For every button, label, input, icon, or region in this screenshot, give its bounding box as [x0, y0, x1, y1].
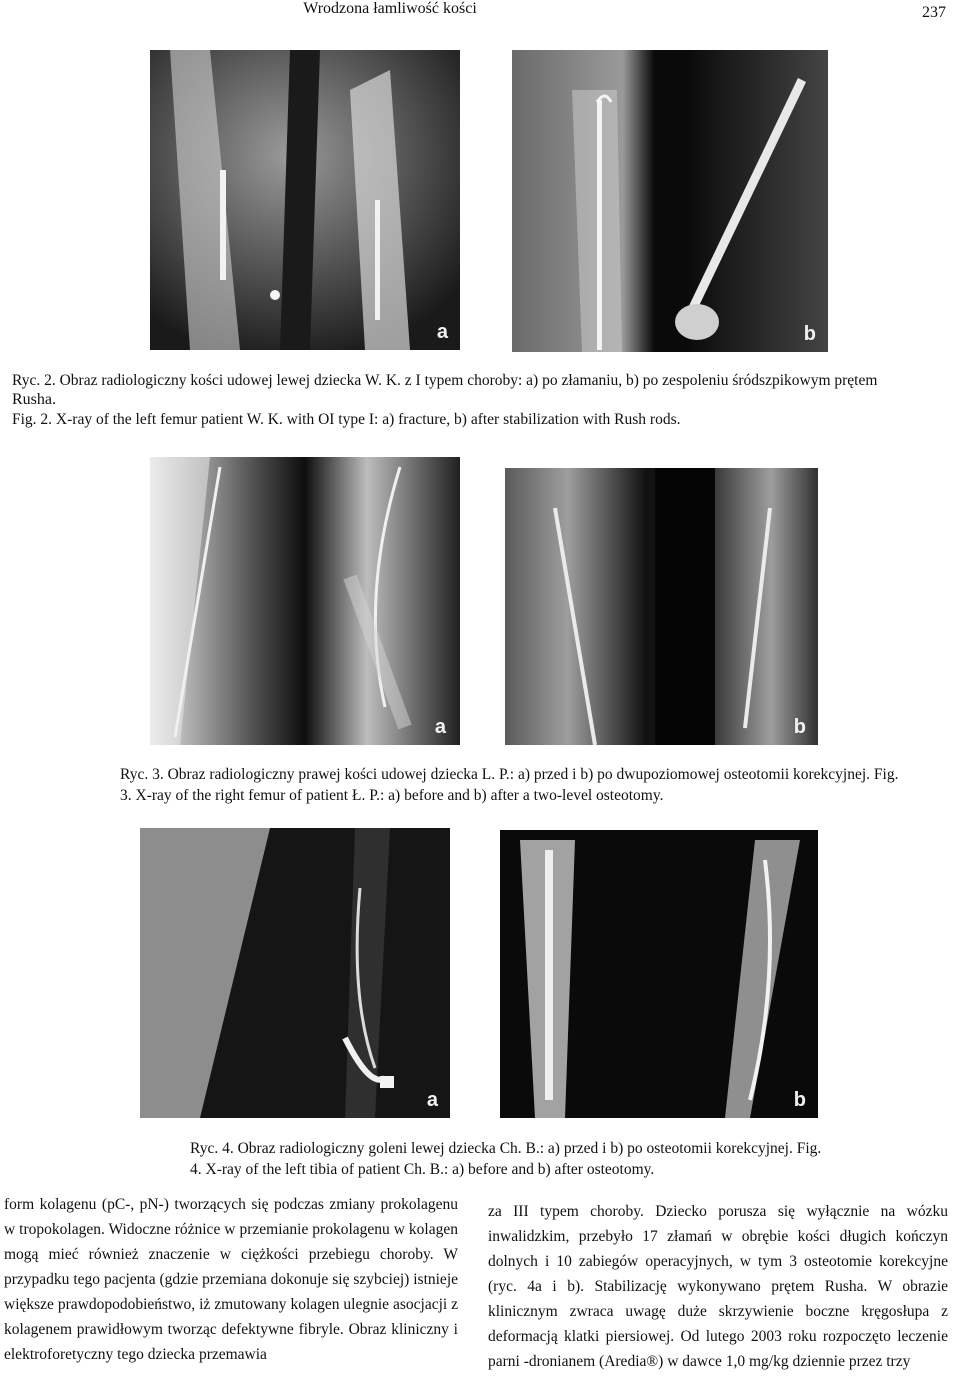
figure3-panel-a-label: a [434, 716, 446, 738]
figure3-panel-a-xray [150, 457, 460, 745]
body-left-column: form kolagenu (pC-, pN-) tworzących się podczas zmiany prokolagenu w tropokolagen. Widoczne różnice w przemianie prokolagenu w kolagen mogą mieć również znaczenie w ciężkości przebiegu choroby. W przypadku tego pacjenta (gdzie przemiana dokonuje się szybciej) istnieje większe prawdopodobieństwo, iż zmutowany kolagen ulegnie asocjacji z kolagenem prawidłowym tworząc defektywne fibryle. Obraz kliniczny i elektroforetyczny tego dziecka przemawia [4, 1196, 458, 1363]
figure2-panel-b-xray [512, 50, 828, 352]
figure4-panel-b-xray [500, 830, 818, 1118]
figure2-caption-en: Fig. 2. X-ray of the left femur patient W. K. with OI type I: a) fracture, b) after stabilization with Rush rods. [12, 411, 681, 428]
figure3-caption-line1: Ryc. 3. Obraz radiologiczny prawej kości udowej dziecka L. P.: a) przed i b) po dwupoziomowej osteotomii korekcyjnej. Fig. [120, 766, 899, 783]
body-right-column: za III typem choroby. Dziecko porusza się wyłącznie na wózku inwalidzkim, przebyło 17 złamań w obrębie kości długich kończyn dolnych i 10 zabiegów operacyjnych, w tym 3 osteotomie korekcyjne (ryc. 4a i b). Stabilizację wykonywano prętem Rusha. W obrazie klinicznym zwraca uwagę duże skrzywienie boczne kręgosłupa z deformacją klatki piersiowej. Od lutego 2003 roku rozpoczęto leczenie parni -dronianem (Aredia®) w dawce 1,0 mg/kg dziennie przez trzy [488, 1203, 948, 1370]
figure2-panel-b-label: b [803, 323, 816, 345]
figure2-panel-a-label: a [436, 321, 448, 343]
figure4-panel-b-label: b [793, 1089, 806, 1111]
page-number: 237 [922, 4, 946, 21]
figure3-caption-line2: 3. X-ray of the right femur of patient Ł. P.: a) before and b) after a two-level osteotomy. [120, 787, 664, 804]
figure4-panel-a-label: a [426, 1089, 438, 1111]
figure3-panel-b-label: b [793, 716, 806, 738]
figure4-caption-line1: Ryc. 4. Obraz radiologiczny goleni lewej dziecka Ch. B.: a) przed i b) po osteotomii korekcyjnej. Fig. [190, 1140, 822, 1157]
figure2-panel-a-xray [150, 50, 460, 350]
figure2-caption-pl-line1: Ryc. 2. Obraz radiologiczny kości udowej lewej dziecka W. K. z I typem choroby: a) po złamaniu, b) po zespoleniu śródszpikowym prętem [12, 372, 878, 389]
figure4-panel-a-xray [140, 828, 450, 1118]
figure2-caption-pl-line2: Rusha. [12, 391, 56, 408]
figure4-caption-line2: 4. X-ray of the left tibia of patient Ch. B.: a) before and b) after osteotomy. [190, 1161, 655, 1178]
figure3-panel-b-xray [505, 468, 818, 745]
running-title: Wrodzona łamliwość kości [303, 0, 477, 17]
